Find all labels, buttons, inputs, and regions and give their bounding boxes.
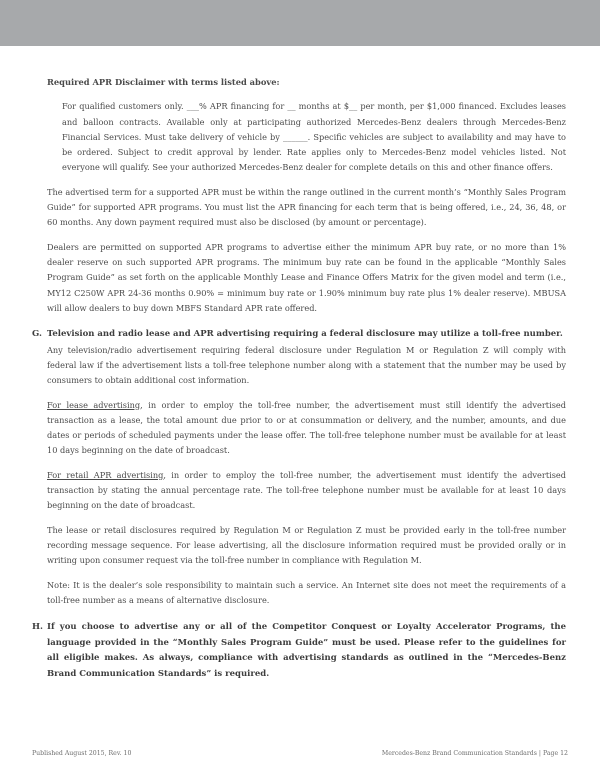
top-band [0,0,600,46]
disclosures-paragraph: The lease or retail disclosures required by Regulation M or Regulation Z must be provided early in the toll-free number recording message sequence. For lease advertising, all the disclosure information required must be provided orally or in writing upon consumer request via the toll-free number in compliance with Regulation M. [47,524,566,566]
section-h [32,620,566,682]
note-paragraph: Note: It is the dealer’s sole responsibility to maintain such a service. An Internet site does not meet the requirements of a toll-free number as a means of alternative disclosure. [47,579,566,605]
footer-page-info: Mercedes-Benz Brand Communication Standards | Page 12 [381,750,568,757]
apr-dealers-paragraph: Dealers are permitted on supported APR programs to advertise either the minimum APR buy rate, or no more than 1% dealer reserve on such supported APR programs. The minimum buy rate can be found in the applicable “Monthly Sales Program Guide” as set forth on the applicable Monthly Lease and Finance Offers Matrix for the given model and term (i.e., MY12 C250W APR 24-36 months 0.90% = minimum buy rate or 1.90% minimum buy rate plus 1% dealer reserve). MBUSA will allow dealers to buy down MBFS Standard APR rate offered. [47,241,566,313]
section-g-heading: Television and radio lease and APR advertising requiring a federal disclosure may utilize a toll-free number. [47,329,563,340]
footer-published: Published August 2015, Rev. 10 [32,750,132,757]
disclaimer-text: For qualified customers only. ___% APR financing for __ months at $__ per month, per $1,000 financed. Excludes leases and balloon contracts. Available only at participating authorized Mercedes-Benz dealers through Mercedes-Benz Financial Services. Must take delivery of vehicle by ______. Specific vehicles are subject to availability and may have to be ordered. Subject to credit approval by lender. Rate applies only to Mercedes-Benz model vehicles listed. Not everyone will qualify. See your authorized Mercedes-Benz dealer for complete details on this and other finance offers. [62,101,566,173]
lease-advertising-paragraph [47,398,566,459]
section-h-text: If you choose to advertise any or all of the Competitor Conquest or Loyalty Accelerator Programs, the language provided in the “Monthly Sales Program Guide” must be used. Please refer to the guidelines for all eligible makes. As always, compliance with advertising standards as outlined in the “Mercedes-Benz Brand Communication Standards” is required. [47,622,566,679]
lease-advertising-text: , in order to employ the toll-free number, the advertisement must still identify the advertised transaction as a lease, the total amount due prior to or at consummation or delivery, and the number, amounts, and due dates or periods of scheduled payments under the lease offer. The toll-free telephone number must be available for at least 10 days beginning on the date of broadcast. [47,399,566,456]
apr-disclaimer-block [32,75,566,316]
section-g-intro: Any television/radio advertisement requiring federal disclosure under Regulation M or Regulation Z will comply with federal law if the advertisement lists a toll-free telephone number along with a statement that the number may be used by consumers to obtain additional cost information. [47,344,566,386]
retail-advertising-paragraph [47,468,566,514]
page-body [32,75,566,682]
retail-advertising-label: For retail APR advertising [47,469,164,480]
section-g [32,327,566,608]
lease-advertising-label: For lease advertising [47,399,141,410]
disclaimer-heading: Required APR Disclaimer with terms listed above: [47,77,280,87]
section-g-letter: G. [32,329,42,340]
section-h-letter: H. [32,622,43,633]
apr-term-paragraph: The advertised term for a supported APR must be within the range outlined in the current month’s “Monthly Sales Program Guide” for supported APR programs. You must list the APR financing for each term that is being offered, i.e., 24, 36, 48, or 60 months. Any down payment required must also be disclosed (by amount or percentage). [47,186,566,228]
retail-advertising-text: , in order to employ the toll-free number, the advertisement must identify the advertised transaction by stating the annual percentage rate. The toll-free telephone number must be available for at least 10 days beginning on the date of broadcast. [47,469,567,511]
